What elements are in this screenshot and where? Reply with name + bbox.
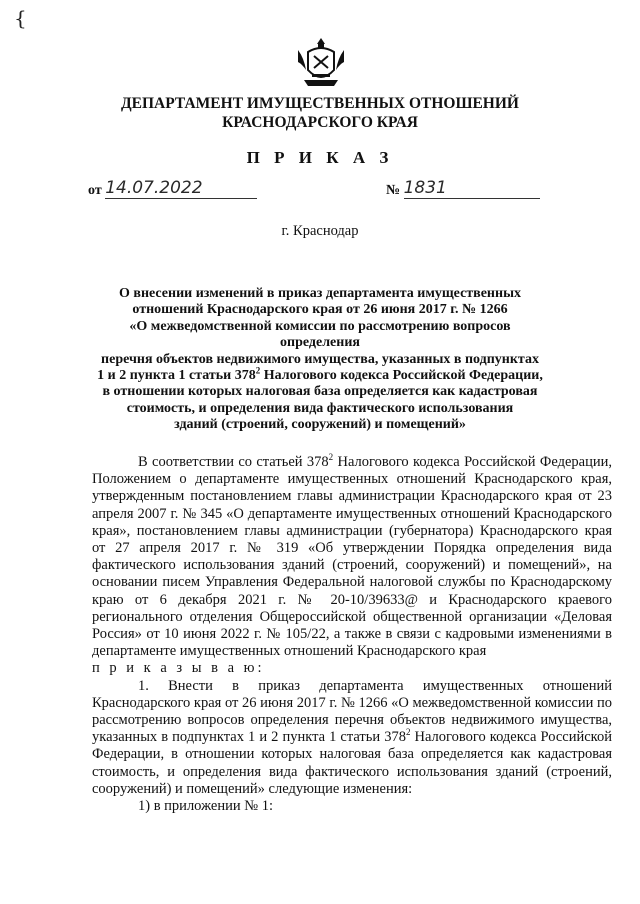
order-number xyxy=(386,178,540,199)
order-title: П Р И К А З xyxy=(246,148,394,167)
number-prefix: № xyxy=(386,183,401,198)
coat-of-arms-emblem-icon xyxy=(296,36,346,90)
handwritten-corner-mark: { xyxy=(14,6,27,30)
number-value: 1831 xyxy=(403,178,447,198)
date-prefix: от xyxy=(88,183,102,198)
order-subject: О внесении изменений в приказ департамента имущественных отношений Краснодарского края от 26 июня 2017 г. № 1266 «О межведомственной комиссии по рассмотрению вопросов определения перечня объектов недвижимого имущества, указанных в подпунктах 1 и 2 пункта 1 статьи $378^2$ Налогового кодекса Российской Федерации, в отношении которых налоговая база определяется как кадастровая стоимость, и определения вида фактического использования зданий (строений, сооружений) и помещений» xyxy=(97,286,543,433)
department-name-line1: ДЕПАРТАМЕНТ ИМУЩЕСТВЕННЫХ ОТНОШЕНИЙ xyxy=(121,95,519,112)
order-verb: п р и к а з ы в а ю: xyxy=(92,660,265,677)
clause-1-subitem-1: 1) в приложении № 1: xyxy=(138,798,273,815)
order-body xyxy=(92,454,612,815)
order-date xyxy=(88,178,257,199)
date-value: 14.07.2022 xyxy=(105,178,203,198)
department-name-line2: КРАСНОДАРСКОГО КРАЯ xyxy=(222,114,418,131)
clause-1-paragraph: 1. Внести в приказ департамента имущественных отношений Краснодарского края от 26 июня 2017 г. № 1266 «О межведомственной комиссии по рассмотрению вопросов определения перечня объектов недвижимого имущества, указанных в подпунктах 1 и 2 пункта 1 статьи $378^2$ Налогового кодекса Российской Федерации, в отношении которых налоговая база определяется как кадастровая стоимость, и определения вида фактического использования зданий (строений, сооружений) и помещений» следующие изменения: xyxy=(92,677,612,797)
city-line: г. Краснодар xyxy=(281,223,359,239)
preamble-paragraph: В соответствии со статьей $378^2$ Налогового кодекса Российской Федерации, Положением о департаменте имущественных отношений Краснодарского края, утвержденным постановлением главы администрации Краснодарского края от 23 апреля 2007 г. № 345 «О департаменте имущественных отношений Краснодарского края», постановлением главы администрации (губернатора) Краснодарского края от 27 апреля 2017 г. № 319 «Об утверждении Порядка определения вида фактического использования зданий (строений, сооружений) и помещений», на основании писем Управления Федеральной налоговой службы по Краснодарскому краю от 6 декабря 2021 г. № 20-10/39633@ и Краснодарского краевого регионального отделения Общероссийской общественной организации «Деловая Россия» от 10 июня 2022 г. № 105/22, а также в связи с кадровыми изменениями в департаменте имущественных отношений Краснодарского края п р и к а з ы в а ю: xyxy=(92,452,612,677)
